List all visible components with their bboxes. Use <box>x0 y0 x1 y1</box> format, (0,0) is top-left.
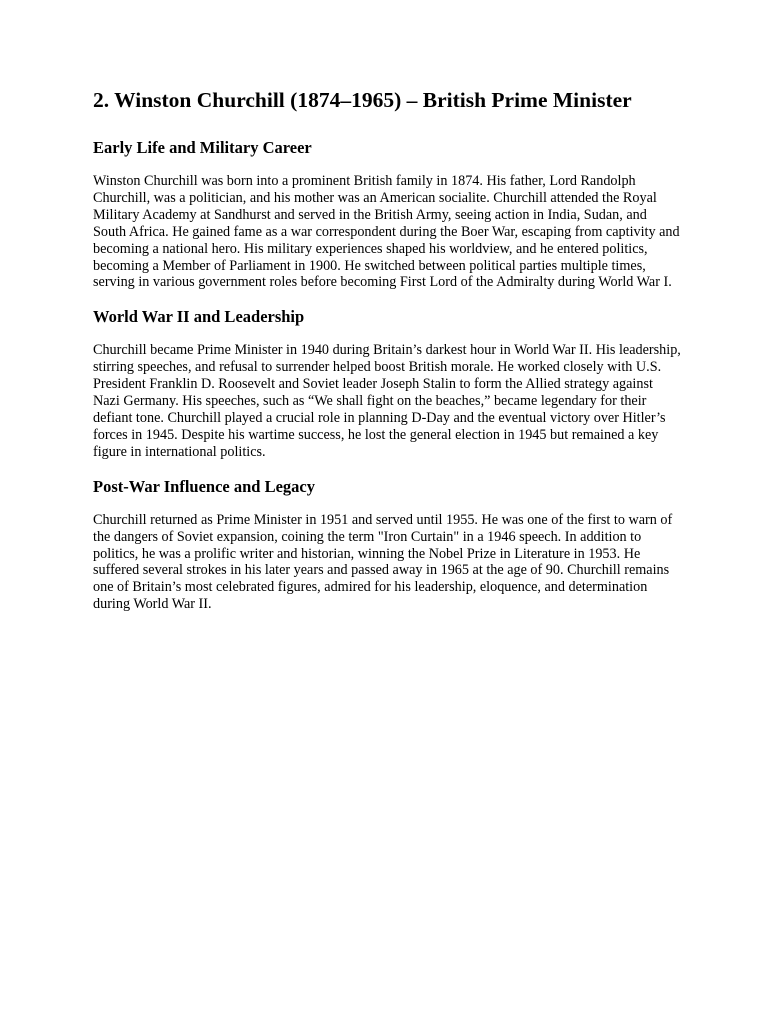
section-body-post-war: Churchill returned as Prime Minister in 1951 and served until 1955. He was one of the first to warn of the dangers of Soviet expansion, coining the term "Iron Curtain" in a 1946 speech. In addition to politics, he was a prolific writer and historian, winning the Nobel Prize in Literature in 1953. He suffered several strokes in his later years and passed away in 1965 at the age of 90. Churchill remains one of Britain’s most celebrated figures, admired for his leadership, eloquence, and determination during World War II. <box>93 511 673 613</box>
document-page <box>93 88 683 629</box>
section-body-wwii: Churchill became Prime Minister in 1940 during Britain’s darkest hour in World War II. His leadership, stirring speeches, and refusal to surrender helped boost British morale. He worked closely with U.S. President Franklin D. Roosevelt and Soviet leader Joseph Stalin to form the Allied strategy against Nazi Germany. His speeches, such as “We shall fight on the beaches,” became legendary for their defiant tone. Churchill played a crucial role in planning D-Day and the eventual victory over Hitler’s forces in 1945. Despite his wartime success, he lost the general election in 1945 but remained a key figure in international politics. <box>93 342 681 460</box>
section-heading-wwii: World War II and Leadership <box>93 307 305 327</box>
section-heading-early-life: Early Life and Military Career <box>93 138 312 157</box>
section-body-early-life: Winston Churchill was born into a prominent British family in 1874. His father, Lord Randolph Churchill, was a politician, and his mother was an American socialite. Churchill attended the Royal Military Academy at Sandhurst and served in the British Army, seeing action in India, Sudan, and South Africa. He gained fame as a war correspondent during the Boer War, escaping from captivity and becoming a national hero. His military experiences shaped his worldview, and he entered politics, becoming a Member of Parliament in 1900. He switched between political parties multiple times, serving in various government roles before becoming First Lord of the Admiralty during World War I. <box>93 173 680 291</box>
document-title: 2. Winston Churchill (1874–1965) – British Prime Minister <box>93 88 632 112</box>
section-heading-post-war: Post-War Influence and Legacy <box>93 476 315 496</box>
